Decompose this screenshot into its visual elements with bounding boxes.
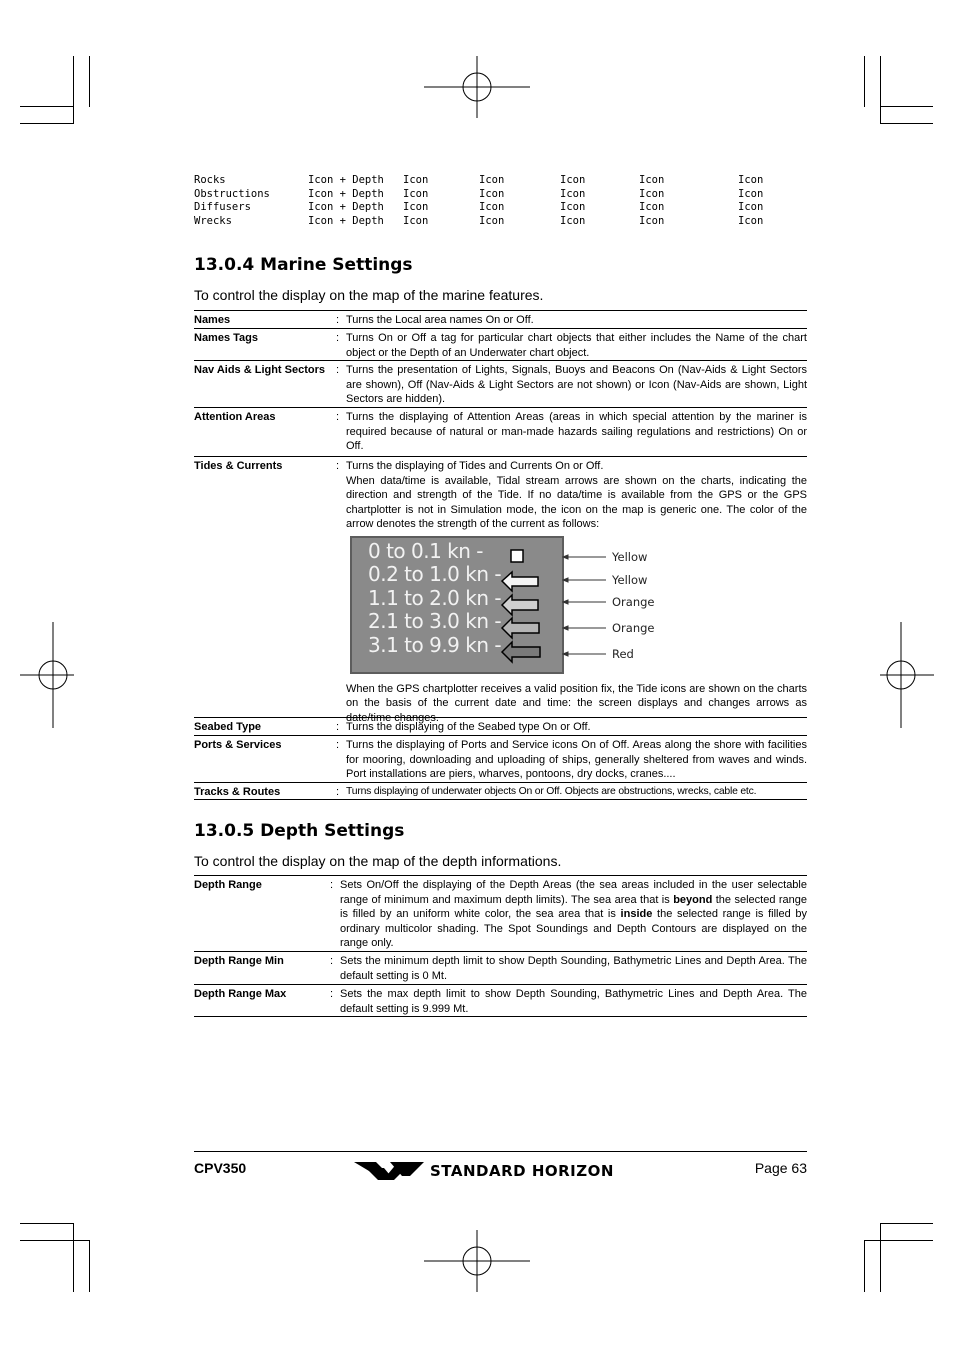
table-cell: Icon bbox=[403, 214, 429, 227]
tide-range-label: 0 to 0.1 kn - bbox=[368, 538, 484, 563]
tide-arrow-icon bbox=[502, 572, 538, 591]
tide-arrow-icons bbox=[498, 546, 544, 670]
definition-row-depth-range-min bbox=[194, 951, 807, 984]
tide-range-label: 1.1 to 2.0 kn - bbox=[368, 585, 502, 610]
definition-row-attention-areas bbox=[194, 407, 807, 456]
section-heading-marine: 13.0.4 Marine Settings bbox=[194, 255, 413, 275]
footer-model: CPV350 bbox=[194, 1160, 247, 1176]
tide-arrow-icon bbox=[502, 642, 540, 662]
registration-mark-right bbox=[880, 622, 934, 728]
color-label: Orange bbox=[612, 620, 655, 635]
table-cell: Icon bbox=[560, 214, 586, 227]
definition-term: Tracks & Routes bbox=[194, 786, 281, 798]
description-text: Sets On/Off the displaying of the Depth Areas (the sea areas included in the user selectable range of minimum and maximum depth limits). The sea area that is bbox=[340, 879, 807, 906]
color-label: Yellow bbox=[612, 572, 648, 587]
table-cell: Icon bbox=[639, 214, 665, 227]
color-label: Red bbox=[612, 646, 634, 661]
table-cell: Icon bbox=[639, 187, 665, 200]
callout-arrows bbox=[562, 536, 612, 682]
description-paragraph: When data/time is available, Tidal stream arrows are shown on the charts, indicating the direction and strength of the Tide. If no data/time is available from the GPS or the GPS chartplotter is not in Simulation mode, the icon on the map is generic one. The color of the arrow denotes the strength of the current as follows: bbox=[346, 474, 807, 530]
separator: : bbox=[330, 879, 334, 891]
table-cell: Icon bbox=[560, 201, 586, 213]
footer-rule bbox=[194, 1151, 807, 1152]
definition-row-tracks-routes bbox=[194, 782, 807, 800]
table-cell: Icon bbox=[738, 214, 764, 227]
definition-term: Depth Range Max bbox=[194, 988, 287, 1000]
definition-description: Turns the displaying of the Seabed type On or Off. bbox=[346, 721, 591, 733]
table-cell: Icon bbox=[738, 187, 764, 200]
definition-row-depth-range-max bbox=[194, 984, 807, 1017]
table-cell: Obstructions bbox=[194, 187, 270, 200]
section-intro-depth: To control the display on the map of the depth informations. bbox=[194, 853, 562, 869]
table-cell: Icon bbox=[738, 174, 764, 186]
section-heading-depth: 13.0.5 Depth Settings bbox=[194, 821, 405, 841]
tide-range-label: 0.2 to 1.0 kn - bbox=[368, 561, 502, 586]
table-cell: Icon + Depth bbox=[308, 214, 384, 227]
color-label: Yellow bbox=[612, 549, 648, 564]
description-line: Turns the displaying of Tides and Currents On or Off. bbox=[346, 460, 604, 472]
definition-description: Turns the Local area names On or Off. bbox=[346, 314, 534, 326]
definition-description: Turns On or Off a tag for particular chart objects that either includes the Name of the chart object or the Depth of an Underwater chart object. bbox=[346, 332, 807, 359]
definition-description: Sets the minimum depth limit to show Depth Sounding, Bathymetric Lines and Depth Area. The default setting is 0 Mt. bbox=[340, 955, 807, 982]
definition-description: Turns the displaying of Attention Areas (areas in which special attention by the mariner is required because of natural or man-made hazards sailing regulations and restrictions) On or Off. bbox=[346, 411, 807, 452]
table-cell: Icon + Depth bbox=[308, 187, 384, 200]
separator: : bbox=[336, 364, 340, 376]
separator: : bbox=[330, 955, 334, 967]
emphasis: beyond bbox=[673, 893, 713, 906]
table-cell: Icon + Depth bbox=[308, 174, 384, 186]
registration-mark-left bbox=[20, 622, 74, 728]
brand-name: STANDARD HORIZON bbox=[430, 1162, 614, 1180]
emphasis: inside bbox=[620, 908, 653, 920]
definition-term: Names bbox=[194, 314, 231, 326]
definition-term: Tides & Currents bbox=[194, 460, 283, 472]
definition-description bbox=[340, 878, 807, 951]
table-cell: Icon bbox=[560, 174, 586, 186]
marine-settings-table bbox=[194, 310, 807, 800]
table-cell: Icon bbox=[479, 187, 505, 200]
table-cell: Icon bbox=[560, 187, 586, 200]
table-cell: Icon bbox=[403, 174, 429, 186]
description-paragraph: When the GPS chartplotter receives a valid position fix, the Tide icons are shown on the charts on the basis of the current date and time: the screen displays and changes arrows as date/time changes. bbox=[346, 682, 807, 724]
table-cell: Icon bbox=[403, 201, 429, 213]
definition-term: Ports & Services bbox=[194, 739, 282, 751]
depth-settings-table bbox=[194, 875, 807, 1017]
table-cell: Icon bbox=[479, 201, 505, 213]
color-label: Orange bbox=[612, 594, 655, 609]
page-number: Page 63 bbox=[754, 1160, 807, 1176]
definition-description: Sets the max depth limit to show Depth Sounding, Bathymetric Lines and Depth Area. The default setting is 9.999 Mt. bbox=[340, 988, 807, 1015]
tide-range-label: 3.1 to 9.9 kn - bbox=[368, 632, 502, 657]
tide-arrow-figure bbox=[346, 536, 807, 682]
table-cell: Icon bbox=[639, 201, 665, 213]
definition-row-nav-aids bbox=[194, 360, 807, 407]
tide-square-icon bbox=[511, 550, 523, 562]
description-text: the selected range is filled by an uniform white color, the sea area that is bbox=[340, 893, 807, 920]
table-cell: Icon bbox=[639, 174, 665, 186]
table-cell: Diffusers bbox=[194, 201, 251, 213]
separator: : bbox=[336, 460, 340, 472]
separator: : bbox=[336, 314, 340, 326]
separator: : bbox=[336, 411, 340, 423]
tide-range-label: 2.1 to 3.0 kn - bbox=[368, 608, 502, 633]
table-cell: Wrecks bbox=[194, 214, 232, 227]
table-cell: Icon bbox=[738, 201, 764, 213]
definition-term: Names Tags bbox=[194, 332, 258, 344]
table-cell: Icon bbox=[403, 187, 429, 200]
definition-description: Turns the displaying of Ports and Service icons On of Off. Areas along the shore with facilities for mooring, downloading and uploading of ships, generally sheltered from waves and winds. Port installations are piers, wharves, pontoons, dry docks, cranes.... bbox=[346, 739, 807, 780]
definition-term: Seabed Type bbox=[194, 721, 262, 733]
definition-description bbox=[346, 459, 807, 725]
separator: : bbox=[330, 988, 334, 1000]
definition-description: Turns displaying of underwater objects On or Off. Objects are obstructions, wrecks, cable etc. bbox=[346, 786, 757, 797]
separator: : bbox=[336, 332, 340, 344]
table-cell: Icon + Depth bbox=[308, 201, 384, 213]
tide-arrow-icon bbox=[502, 595, 538, 615]
separator: : bbox=[336, 786, 340, 798]
definition-term: Nav Aids & Light Sectors bbox=[194, 364, 326, 376]
definition-term: Depth Range Min bbox=[194, 955, 284, 967]
definition-row-names-tags bbox=[194, 328, 807, 360]
brand-logo-mark bbox=[354, 1160, 426, 1182]
registration-mark-bottom bbox=[424, 1230, 530, 1292]
definition-description: Turns the presentation of Lights, Signals, Buoys and Beacons On (Nav-Aids & Light Sectors are shown), Off (Nav-Aids & Light Sectors are not shown) or Icon (Nav-Aids are shown, Light Sectors are hidden). bbox=[346, 364, 807, 405]
tide-arrow-icon bbox=[502, 618, 539, 638]
definition-term: Depth Range bbox=[194, 879, 262, 891]
definition-term: Attention Areas bbox=[194, 411, 276, 423]
definition-row-tides-currents bbox=[194, 456, 807, 724]
table-cell: Icon bbox=[479, 174, 505, 186]
definition-row-seabed-type bbox=[194, 717, 807, 735]
definition-row-names bbox=[194, 310, 807, 328]
description-text: the selected range is filled by ordinary multicolor shading. The Spot Soundings and Depth Contours are displayed on the range only. bbox=[340, 908, 807, 949]
table-cell: Rocks bbox=[194, 174, 226, 186]
definition-row-ports-services bbox=[194, 735, 807, 782]
separator: : bbox=[336, 739, 340, 751]
table-cell: Icon bbox=[479, 214, 505, 227]
registration-mark-top bbox=[424, 56, 530, 118]
section-intro-marine: To control the display on the map of the marine features. bbox=[194, 287, 544, 303]
tide-arrow-panel bbox=[350, 536, 564, 674]
separator: : bbox=[336, 721, 340, 733]
definition-row-depth-range bbox=[194, 875, 807, 951]
